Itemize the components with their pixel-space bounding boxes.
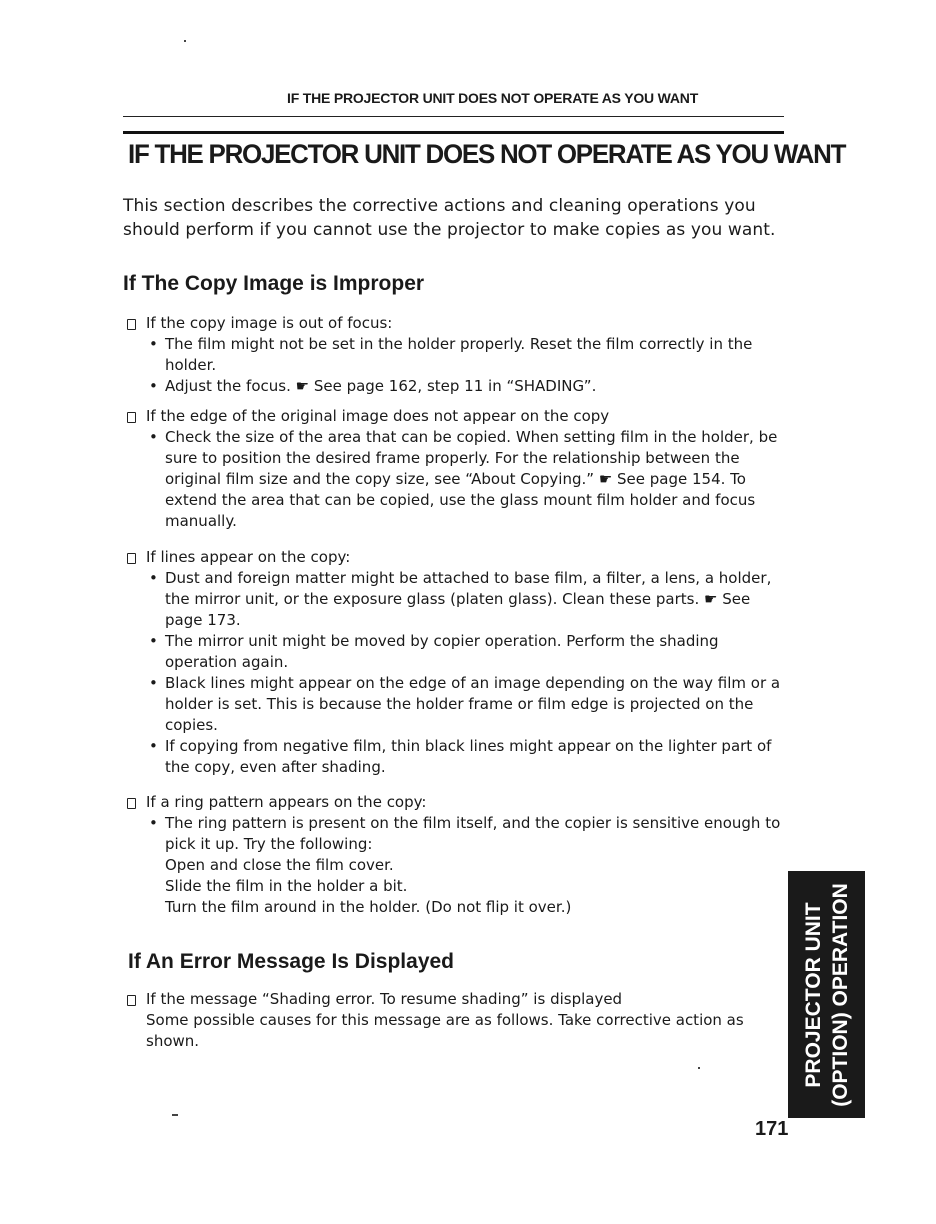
bullet-icon: •	[149, 377, 158, 395]
scan-speck	[698, 1067, 700, 1069]
issue-item-shading-error	[124, 989, 779, 1052]
list-item: • Check the size of the area that can be copied. When setting film in the holder, be sure to position the desired frame properly. For the relationship between the original film size and the copy size, see “About Copying.” ☛ See page 154. To extend the area that can be copied, use the glass mount film holder and focus manually.	[149, 428, 778, 530]
issue-item-ring-pattern	[124, 792, 789, 918]
instruction-line: Slide the film in the holder a bit.	[165, 877, 408, 895]
section-heading-error-message: If An Error Message Is Displayed	[128, 950, 455, 973]
issue-item-out-of-focus	[124, 313, 789, 397]
section-heading-copy-image: If The Copy Image is Improper	[123, 272, 425, 295]
scan-speck	[172, 1114, 178, 1116]
chapter-tab-label: PROJECTOR UNIT (OPTION) OPERATION	[801, 882, 852, 1107]
checkbox-icon	[127, 798, 136, 809]
list-item: • The mirror unit might be moved by copier operation. Perform the shading operation again.	[149, 632, 719, 671]
issue-lead: If the copy image is out of focus:	[146, 314, 393, 332]
bullet-icon: •	[149, 569, 158, 587]
issue-lead: If a ring pattern appears on the copy:	[146, 793, 427, 811]
instruction-line: Open and close the film cover.	[165, 856, 394, 874]
scan-speck	[184, 40, 186, 42]
list-item: • If copying from negative film, thin black lines might appear on the lighter part of the copy, even after shading.	[149, 737, 772, 776]
checkbox-icon	[127, 412, 136, 423]
bullet-icon: •	[149, 335, 158, 353]
intro-paragraph: This section describes the corrective actions and cleaning operations you should perform if you cannot use the projector to make copies as you want.	[123, 196, 776, 240]
list-item: • The ring pattern is present on the film itself, and the copier is sensitive enough to pick it up. Try the following:	[149, 814, 781, 853]
running-head: IF THE PROJECTOR UNIT DOES NOT OPERATE AS YOU WANT	[287, 90, 699, 106]
chapter-tab	[788, 871, 865, 1118]
bullet-icon: •	[149, 814, 158, 832]
list-item: • Adjust the focus. ☛ See page 162, step 11 in “SHADING”.	[149, 377, 597, 395]
list-item: • The film might not be set in the holder properly. Reset the film correctly in the holder.	[149, 335, 753, 374]
bullet-icon: •	[149, 632, 158, 650]
page-title: IF THE PROJECTOR UNIT DOES NOT OPERATE AS YOU WANT	[128, 139, 846, 169]
issue-continuation: Some possible causes for this message are as follows. Take corrective action as shown.	[146, 1011, 744, 1050]
header-divider	[123, 116, 784, 117]
checkbox-icon	[127, 319, 136, 330]
checkbox-icon	[127, 553, 136, 564]
issue-lead: If lines appear on the copy:	[146, 548, 351, 566]
title-rule	[123, 131, 784, 134]
checkbox-icon	[127, 995, 136, 1006]
page-number: 171	[755, 1118, 789, 1140]
issue-item-lines	[124, 547, 789, 778]
issue-lead: If the edge of the original image does not appear on the copy	[146, 407, 610, 425]
bullet-icon: •	[149, 674, 158, 692]
issue-item-edge-missing	[124, 406, 789, 532]
list-item: • Black lines might appear on the edge of an image depending on the way film or a holder is set. This is because the holder frame or film edge is projected on the copies.	[149, 674, 781, 734]
bullet-icon: •	[149, 737, 158, 755]
issue-lead: If the message “Shading error. To resume shading” is displayed	[146, 990, 623, 1008]
bullet-icon: •	[149, 428, 158, 446]
instruction-line: Turn the film around in the holder. (Do not flip it over.)	[165, 898, 572, 916]
list-item: • Dust and foreign matter might be attached to base film, a filter, a lens, a holder, the mirror unit, or the exposure glass (platen glass). Clean these parts. ☛ See page 173.	[149, 569, 772, 629]
